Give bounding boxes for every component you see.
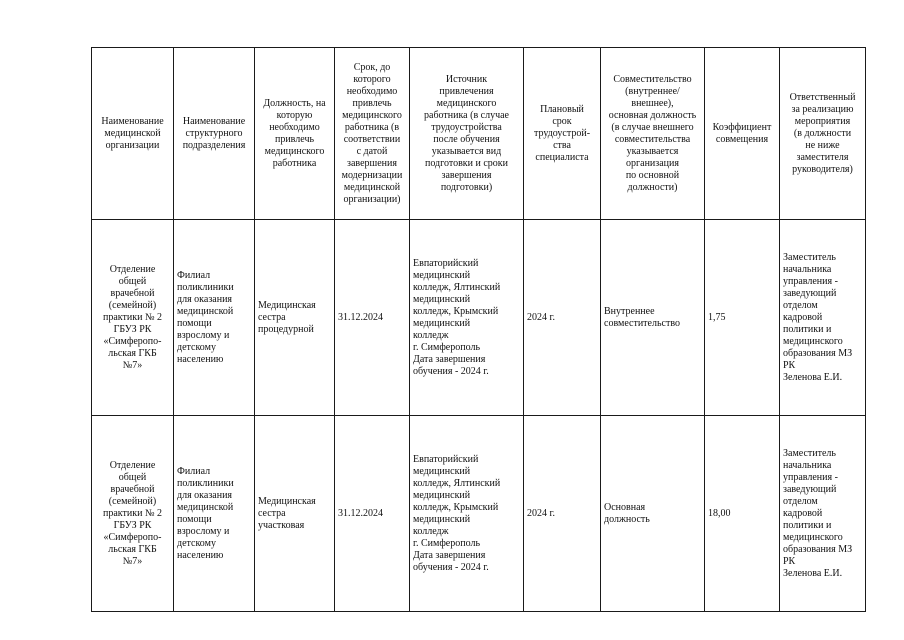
cell-unit: Филиал поликлиники для оказания медицинской помощи взрослому и детскому населению (174, 416, 255, 612)
header-cell-planned: Плановый срок трудоустрой- ства специалиста (524, 48, 601, 220)
header-cell-deadline: Срок, до которого необходимо привлечь медицинского работника (в соответствии с датой завершения модернизации медицинской организации) (335, 48, 410, 220)
cell-position: Медицинская сестра участковая (255, 416, 335, 612)
header-cell-unit: Наименование структурного подразделения (174, 48, 255, 220)
cell-coefficient: 18,00 (705, 416, 780, 612)
cell-combination: Основная должность (601, 416, 705, 612)
cell-planned: 2024 г. (524, 416, 601, 612)
cell-source: Евпаторийский медицинский колледж, Ялтинский медицинский колледж, Крымский медицинский колледж г. Симферополь Дата завершения обучения - 2024 г. (410, 416, 524, 612)
header-cell-source: Источник привлечения медицинского работника (в случае трудоустройства после обучения указывается вид подготовки и сроки завершения подготовки) (410, 48, 524, 220)
table-row (92, 220, 866, 416)
cell-combination: Внутреннее совместительство (601, 220, 705, 416)
header-cell-position: Должность, на которую необходимо привлечь медицинского работника (255, 48, 335, 220)
cell-unit: Филиал поликлиники для оказания медицинской помощи взрослому и детскому населению (174, 220, 255, 416)
cell-responsible: Заместитель начальника управления - заведующий отделом кадровой политики и медицинского образования МЗ РК Зеленова Е.И. (780, 416, 866, 612)
header-cell-combination: Совместительство (внутреннее/ внешнее), основная должность (в случае внешнего совместительства указывается организация по основной должности) (601, 48, 705, 220)
header-cell-responsible: Ответственный за реализацию мероприятия (в должности не ниже заместителя руководителя) (780, 48, 866, 220)
cell-deadline: 31.12.2024 (335, 220, 410, 416)
table-header-row (92, 48, 866, 220)
cell-planned: 2024 г. (524, 220, 601, 416)
header-cell-org: Наименование медицинской организации (92, 48, 174, 220)
cell-coefficient: 1,75 (705, 220, 780, 416)
cell-org: Отделение общей врачебной (семейной) практики № 2 ГБУЗ РК «Симферопо- льская ГКБ №7» (92, 416, 174, 612)
cell-position: Медицинская сестра процедурной (255, 220, 335, 416)
cell-source: Евпаторийский медицинский колледж, Ялтинский медицинский колледж, Крымский медицинский колледж г. Симферополь Дата завершения обучения - 2024 г. (410, 220, 524, 416)
cell-deadline: 31.12.2024 (335, 416, 410, 612)
cell-org: Отделение общей врачебной (семейной) практики № 2 ГБУЗ РК «Симферопо- льская ГКБ №7» (92, 220, 174, 416)
staffing-table (91, 47, 866, 612)
header-cell-coefficient: Коэффициент совмещения (705, 48, 780, 220)
table-row (92, 416, 866, 612)
cell-responsible: Заместитель начальника управления - заведующий отделом кадровой политики и медицинского образования МЗ РК Зеленова Е.И. (780, 220, 866, 416)
